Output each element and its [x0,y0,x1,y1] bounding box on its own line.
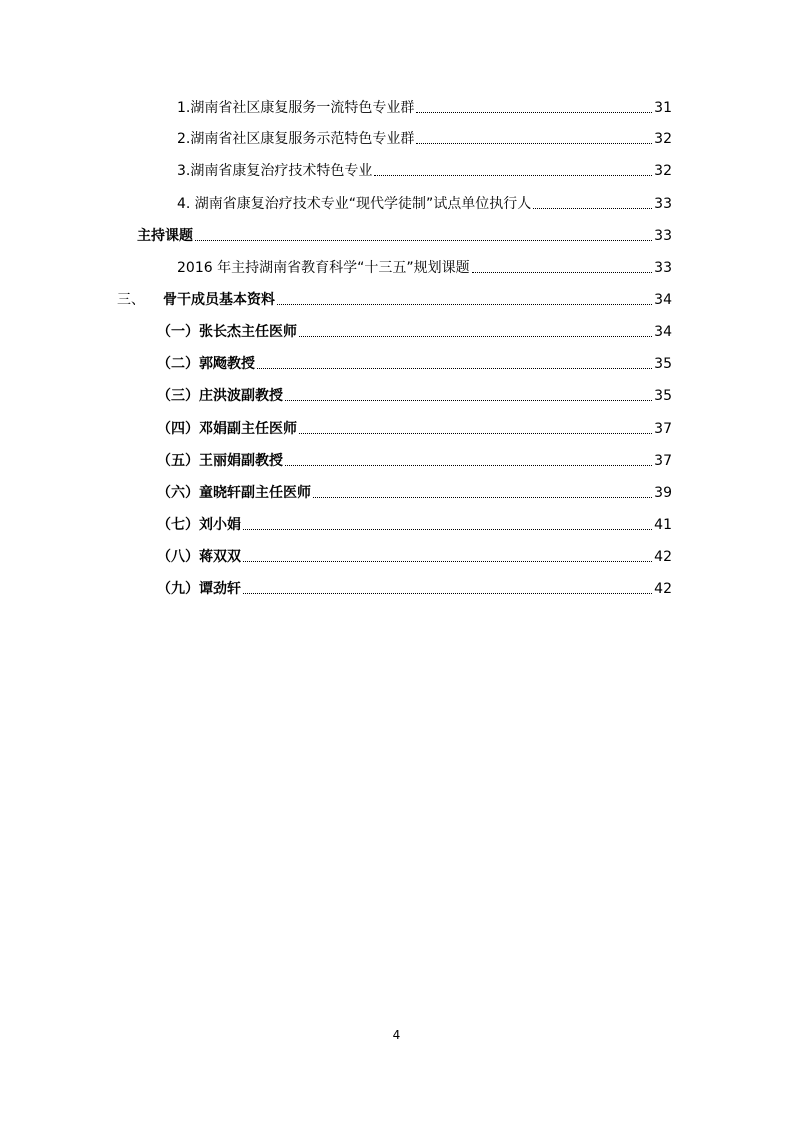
toc-entry-label: 2.湖南省社区康复服务示范特色专业群 [177,131,415,147]
dot-leader [472,272,653,273]
toc-entry-page: 32 [654,163,672,179]
toc-entry-label: （四）邓娟副主任医师 [157,421,297,437]
dot-leader [416,112,652,113]
dot-leader [243,561,652,562]
section-number: 三、 [117,292,145,308]
toc-entry-label: （八）蒋双双 [157,549,241,565]
toc-entry-label [117,290,275,310]
toc-entry[interactable] [157,545,672,567]
toc-entry-page: 31 [654,100,672,116]
toc-entry-page: 35 [654,388,672,404]
toc-entry-label: 3.湖南省康复治疗技术特色专业 [177,163,373,179]
toc-entry-label: 主持课题 [137,228,193,244]
toc-entry-page: 42 [654,581,672,597]
toc-entry[interactable] [177,96,672,118]
toc-entry-label: （九）谭劲轩 [157,581,241,597]
toc-entry-page: 37 [654,421,672,437]
toc-entry-page: 42 [654,549,672,565]
toc-entry-page: 33 [654,228,672,244]
toc-entry[interactable] [157,513,672,535]
toc-entry-page: 41 [654,517,672,533]
toc-entry-label: 4. 湖南省康复治疗技术专业“现代学徒制”试点单位执行人 [177,196,532,212]
dot-leader [257,368,652,369]
dot-leader [277,304,652,305]
toc-entry-page: 33 [654,196,672,212]
toc-entry[interactable] [177,192,672,214]
toc-entry-label: 2016 年主持湖南省教育科学“十三五”规划课题 [177,260,470,276]
toc-entry[interactable] [157,449,672,471]
toc-entry-label: （六）童晓轩副主任医师 [157,485,311,501]
dot-leader [195,240,652,241]
toc-entry-label: （一）张长杰主任医师 [157,324,297,340]
toc-entry-label: 1.湖南省社区康复服务一流特色专业群 [177,100,415,116]
toc-entry[interactable] [157,384,672,406]
toc-entry-label: （七）刘小娟 [157,517,241,533]
toc-entry-label: （二）郭飏教授 [157,356,255,372]
toc-entry[interactable] [157,417,672,439]
toc-entry-page: 32 [654,131,672,147]
dot-leader [374,175,652,176]
toc-entry-page: 33 [654,260,672,276]
toc-entry-label: （五）王丽娟副教授 [157,453,283,469]
dot-leader [533,208,652,209]
toc-entry[interactable] [137,224,672,246]
toc-entry-label: （三）庄洪波副教授 [157,388,283,404]
toc-entry[interactable] [157,577,672,599]
page-number: 4 [392,1028,401,1042]
toc-entry-page: 34 [654,324,672,340]
dot-leader [243,593,652,594]
dot-leader [243,529,652,530]
toc-entry[interactable] [177,256,672,278]
section-title: 骨干成员基本资料 [163,292,275,308]
toc-entry[interactable] [157,352,672,374]
dot-leader [313,497,652,498]
dot-leader [416,143,652,144]
dot-leader [285,465,652,466]
toc-entry[interactable] [157,481,672,503]
toc-entry[interactable] [177,127,672,149]
toc-entry-page: 35 [654,356,672,372]
toc-entry[interactable] [157,320,672,342]
toc-entry-page: 34 [654,292,672,308]
dot-leader [299,336,652,337]
toc-entry-page: 37 [654,453,672,469]
toc-entry-page: 39 [654,485,672,501]
dot-leader [285,400,652,401]
toc-entry[interactable] [177,159,672,181]
toc-entry[interactable] [117,288,672,310]
dot-leader [299,433,652,434]
